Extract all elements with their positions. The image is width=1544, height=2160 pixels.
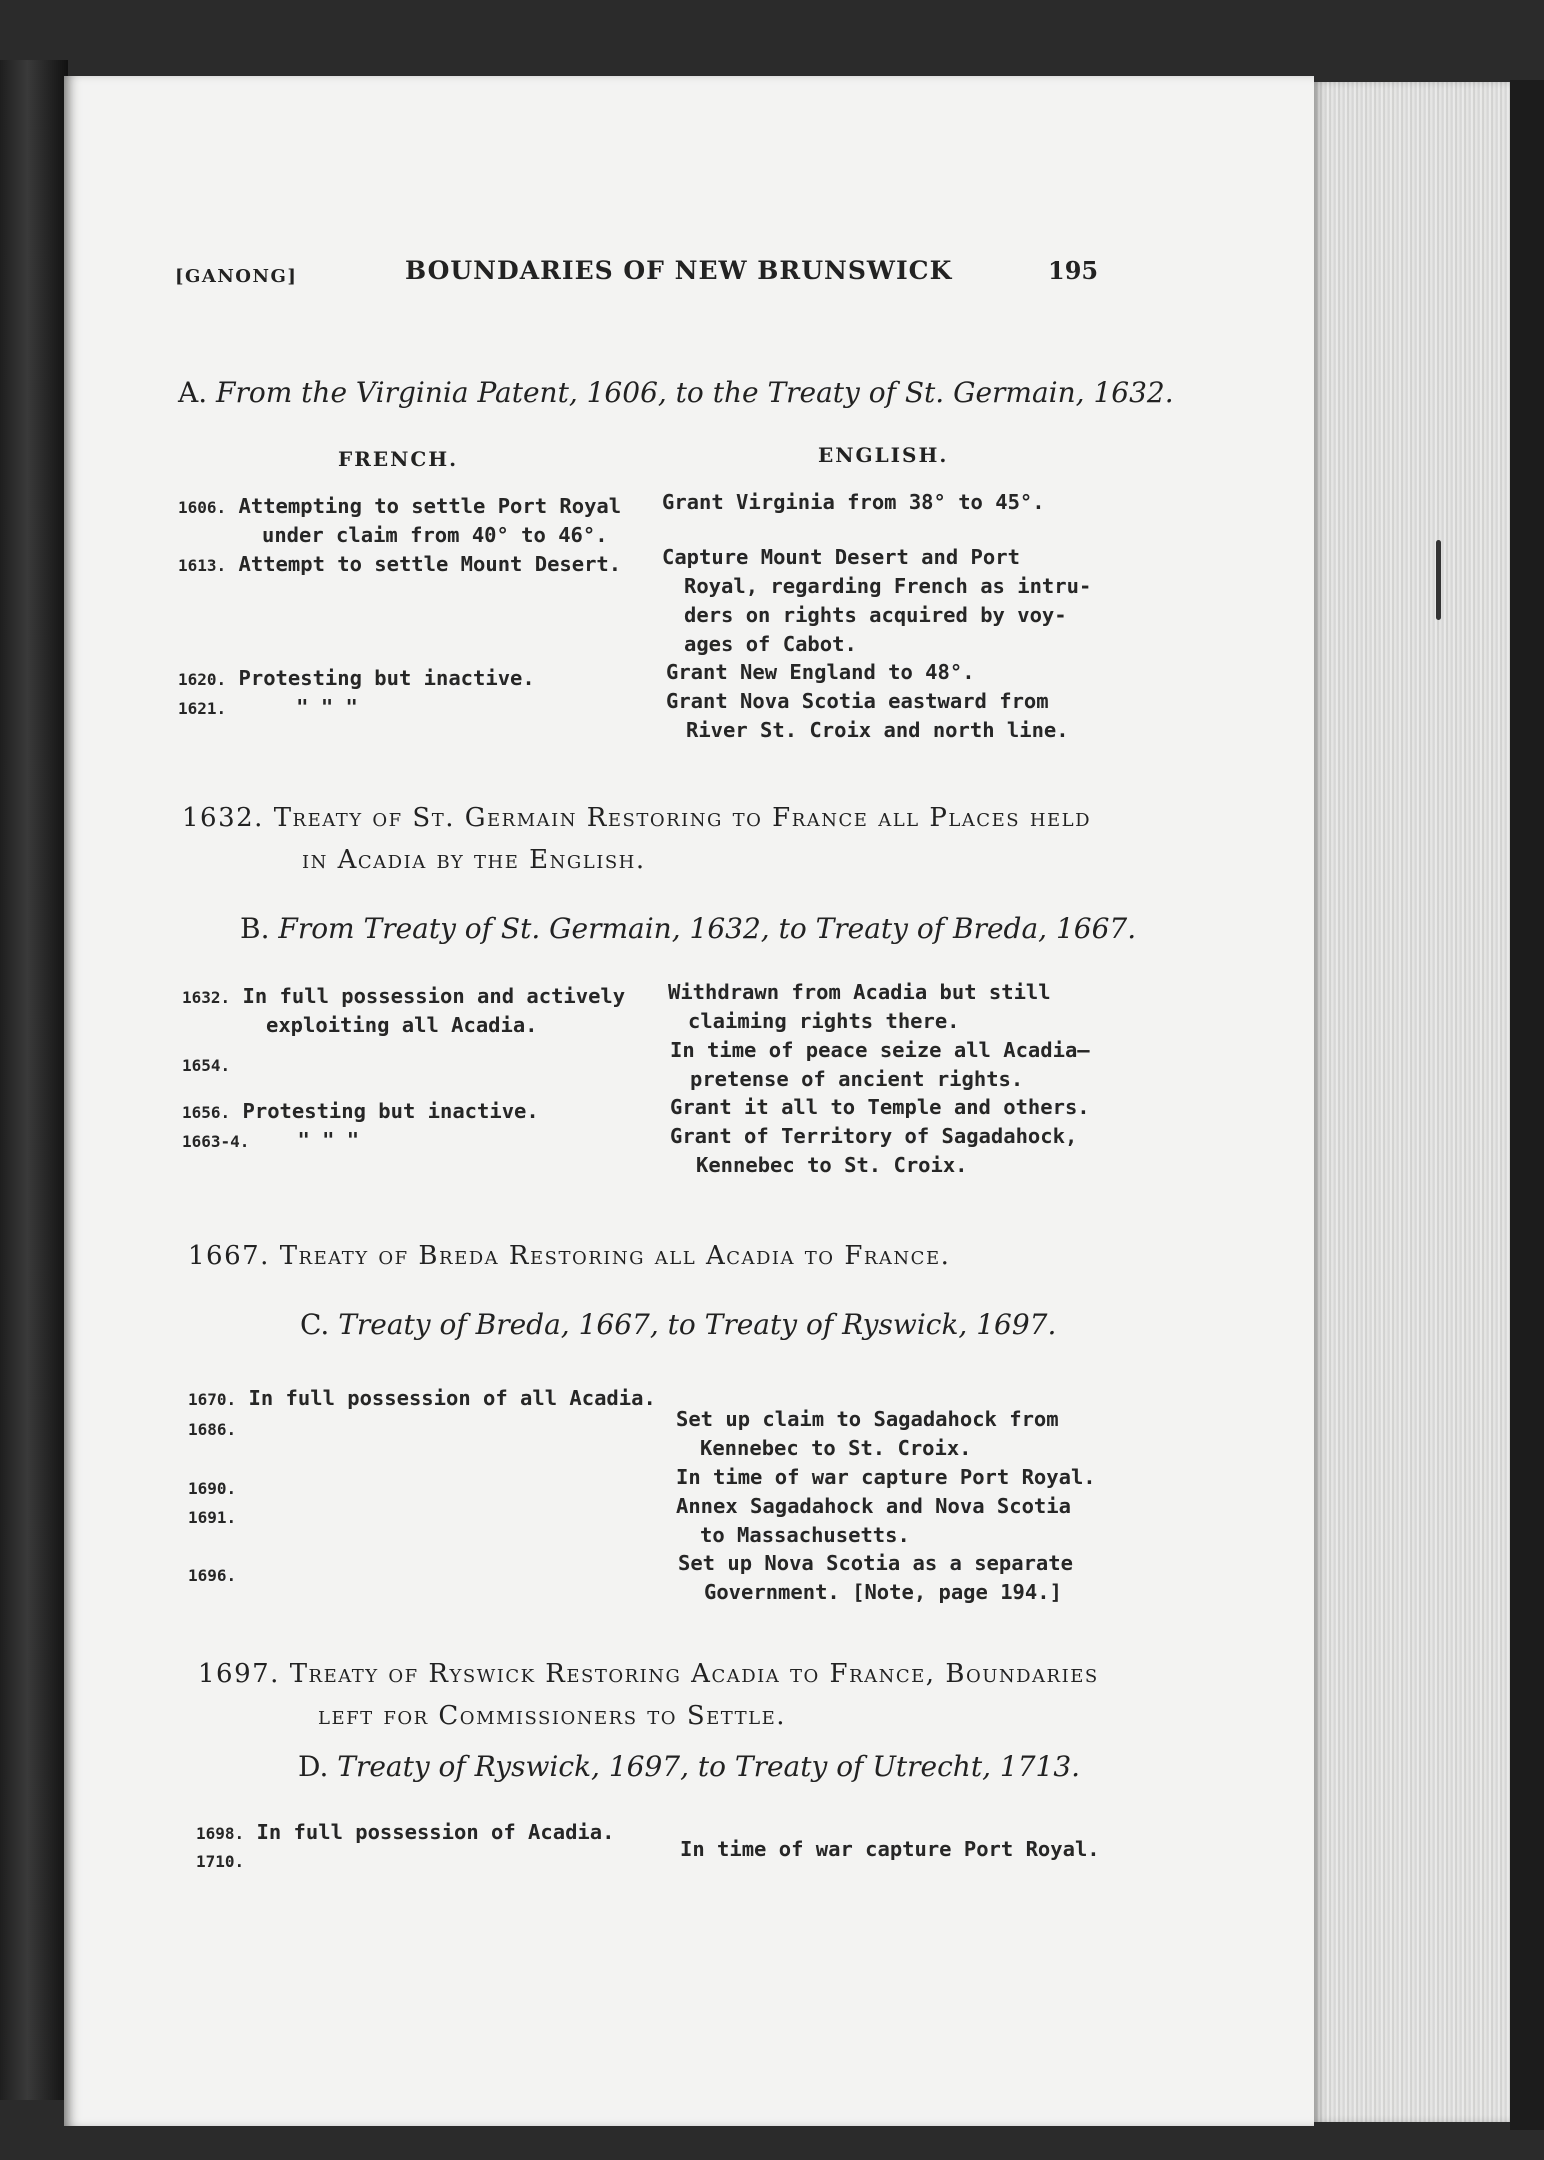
english-text: to Massachusetts. [700,1523,910,1547]
entry-year [182,1097,539,1127]
english-text: Set up claim to Sagadahock from [676,1407,1059,1431]
french-text: In full possession of Acadia. [256,1820,615,1844]
year-label: 1710. [196,1852,245,1871]
french-text: under claim from 40° to 46°. [262,523,608,547]
entry-year [182,1050,230,1080]
year-label: 1654. [182,1056,231,1075]
section-b-title [240,912,1136,945]
entry-year [196,1818,614,1848]
english-text: Royal, regarding French as intru- [684,574,1092,598]
french-text: Protesting but inactive. [242,1099,539,1123]
english-text: Grant it all to Temple and others. [670,1095,1090,1119]
english-text: Grant New England to 48°. [666,660,975,684]
treaty-1632-line2 [302,838,646,882]
year-label: 1621. [178,699,227,718]
french-text: In full possession and actively [242,984,626,1008]
entry-year [178,492,621,522]
section-b-letter: B. [240,912,270,945]
english-text: In time of war capture Port Royal. [676,1465,1096,1489]
section-c-title [300,1308,1056,1341]
header-title: BOUNDARIES OF NEW BRUNSWICK [405,256,953,285]
treaty-year: 1667. [188,1241,270,1271]
english-text: ders on rights acquired by voy- [684,603,1067,627]
treaty-text: Treaty of Breda Restoring all Acadia to France. [279,1241,951,1271]
english-text: Set up Nova Scotia as a separate [678,1551,1073,1575]
english-text: Annex Sagadahock and Nova Scotia [676,1494,1071,1518]
section-c-heading: Treaty of Breda, 1667, to Treaty of Ryswick, 1697. [338,1308,1057,1341]
year-label: 1690. [188,1479,237,1498]
year-label: 1698. [196,1824,245,1843]
entry-year [188,1384,656,1414]
year-label: 1686. [188,1420,237,1439]
entry-year [182,982,625,1012]
column-header-english: ENGLISH. [818,443,949,467]
treaty-text: Treaty of Ryswick Restoring Acadia to France, Boundaries [289,1659,1099,1689]
year-label: 1670. [188,1390,237,1409]
english-text: claiming rights there. [688,1009,960,1033]
english-text: Grant Virginia from 38° to 45°. [662,490,1045,514]
french-text: In full possession of all Acadia. [248,1386,656,1410]
section-d-heading: Treaty of Ryswick, 1697, to Treaty of Utrecht, 1713. [337,1750,1081,1783]
entry-year [178,693,358,723]
year-label: 1691. [188,1508,237,1527]
treaty-text: in Acadia by the English. [302,845,646,875]
treaty-1667 [188,1234,950,1278]
year-label: 1613. [178,556,227,575]
treaty-1632 [182,796,1091,840]
year-label: 1620. [178,670,227,689]
english-text: ages of Cabot. [684,632,857,656]
french-text: Protesting but inactive. [238,666,535,690]
treaty-text: Treaty of St. Germain Restoring to France all Places held [273,803,1092,833]
treaty-1697-line2 [318,1694,786,1738]
entry-year [188,1473,236,1503]
entry-year [188,1414,236,1444]
entry-year [188,1560,236,1590]
french-text: Attempt to settle Mount Desert. [238,552,622,576]
french-text: exploiting all Acadia. [266,1013,538,1037]
year-label: 1696. [188,1566,237,1585]
english-text: Capture Mount Desert and Port [662,545,1020,569]
english-text: Government. [Note, page 194.] [704,1580,1062,1604]
section-b-heading: From Treaty of St. Germain, 1632, to Treaty of Breda, 1667. [278,912,1137,945]
section-d-letter: D. [298,1750,329,1783]
english-text: Grant of Territory of Sagadahock, [670,1124,1078,1148]
section-a-title [178,376,1174,409]
english-text: pretense of ancient rights. [690,1067,1024,1091]
english-text: Kennebec to St. Croix. [700,1436,972,1460]
year-label: 1606. [178,498,227,517]
year-label: 1632. [182,988,231,1007]
section-a-heading: From the Virginia Patent, 1606, to the Treaty of St. Germain, 1632. [216,376,1174,409]
french-text: Attempting to settle Port Royal [238,494,622,518]
entry-year [182,1126,359,1156]
column-header-french: FRENCH. [338,447,459,471]
treaty-text: left for Commissioners to Settle. [318,1701,786,1731]
english-text: Grant Nova Scotia eastward from [666,689,1049,713]
section-d-title [298,1750,1080,1783]
english-text: Kennebec to St. Croix. [696,1153,968,1177]
page-number: 195 [1048,256,1099,285]
entry-year [188,1502,236,1532]
treaty-year: 1697. [198,1659,280,1689]
header-author: [GANONG] [175,266,298,287]
ditto-marks: " " " [296,695,358,719]
section-a-letter: A. [178,376,208,409]
year-label: 1663-4. [182,1132,250,1151]
year-label: 1656. [182,1103,231,1122]
english-text: Withdrawn from Acadia but still [668,980,1051,1004]
treaty-1697 [198,1652,1099,1696]
entry-year [196,1846,244,1876]
english-text: In time of peace seize all Acadia— [670,1038,1090,1062]
ditto-marks: " " " [297,1128,360,1152]
section-c-letter: C. [300,1308,330,1341]
entry-year [178,550,621,580]
english-text: In time of war capture Port Royal. [680,1837,1100,1861]
english-text: River St. Croix and north line. [686,718,1069,742]
entry-year [178,664,535,694]
treaty-year: 1632. [182,803,264,833]
